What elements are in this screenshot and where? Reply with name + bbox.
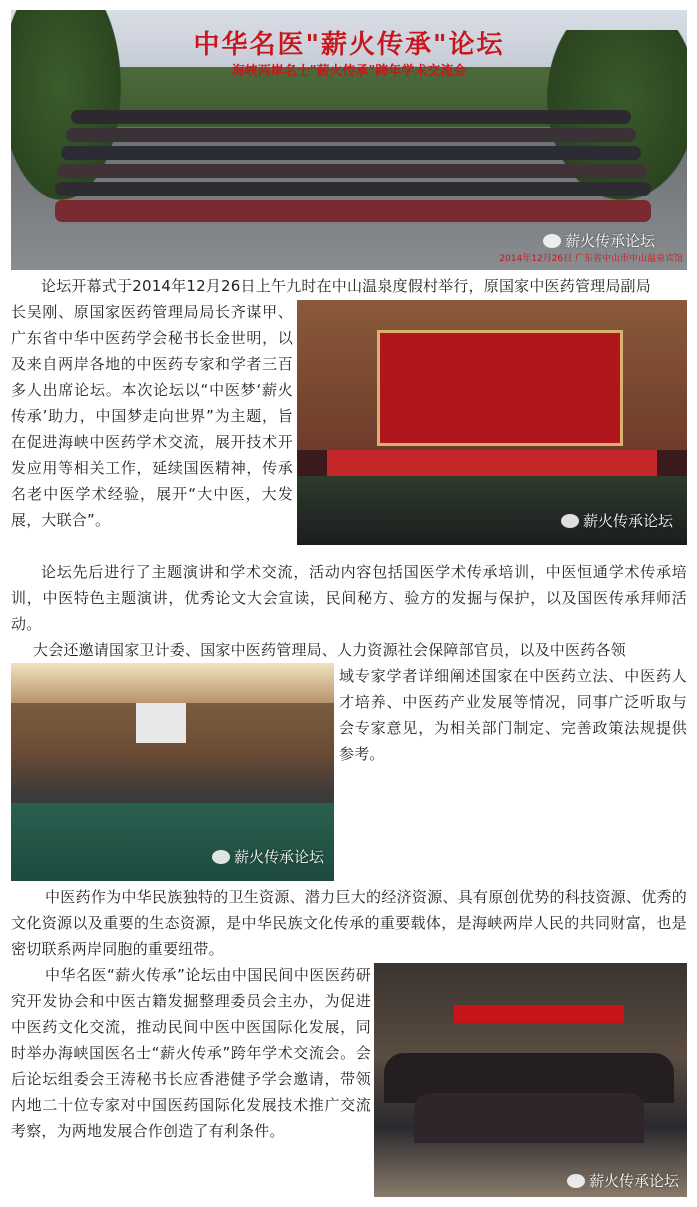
paragraph-activities: 论坛先后进行了主题演讲和学术交流，活动内容包括国医学术传承培训，中医恒通学术传承培训，中医特色主题演讲，优秀论文大会宣读，民间秘方、验方的发掘与保护，以及国医传承拜师活动。 <box>11 563 687 633</box>
ceiling-lights <box>11 663 334 703</box>
watermark: 薪火传承论坛 <box>212 846 324 867</box>
crowd-row <box>66 128 636 142</box>
wechat-icon <box>561 514 579 528</box>
group-photo <box>11 10 687 270</box>
delegation-photo <box>374 963 687 1197</box>
paragraph-invitation: 大会还邀请国家卫计委、国家中医药管理局、人力资源社会保障部官员，以及中医药各领 <box>33 641 626 659</box>
crowd-row <box>55 182 651 196</box>
date-caption: 2014年12月26日 广东省中山市中山温泉宾馆 <box>499 254 683 264</box>
tables <box>11 803 334 881</box>
hall-screen <box>136 703 186 743</box>
paragraph-opening: 论坛开幕式于2014年12月26日上午九时在中山温泉度假村举行，原国家中医药管理局副局 <box>41 277 651 295</box>
watermark: 薪火传承论坛 <box>543 230 655 251</box>
watermark: 薪火传承论坛 <box>561 510 673 531</box>
conference-stage-photo <box>297 300 687 545</box>
wechat-icon <box>567 1174 585 1188</box>
wechat-icon <box>212 850 230 864</box>
crowd-row <box>55 200 651 222</box>
banner-title: 中华名医"薪火传承"论坛 <box>193 30 505 60</box>
paragraph-invitation-wrap: 域专家学者详细阐述国家在中医药立法、中医药人才培养、中医药产业发展等情况，同事广泛听取与会专家意见，为相关部门制定、完善政策法规提供参考。 <box>339 667 687 763</box>
crowd-row <box>57 164 647 178</box>
people-front-row <box>414 1093 644 1143</box>
delegation-banner <box>454 1005 624 1023</box>
stage-table <box>327 450 657 476</box>
meeting-hall-photo <box>11 663 334 881</box>
crowd-row <box>71 110 631 124</box>
stage-screen <box>377 330 623 446</box>
paragraph-significance: 中医药作为中华民族独特的卫生资源、潜力巨大的经济资源、具有原创优势的科技资源、优秀的文化资源以及重要的生态资源，是中华民族文化传承的重要载体，是海峡两岸人民的共同财富，也是密切联系两岸同胞的重要纽带。 <box>11 888 687 958</box>
paragraph-opening-wrap: 长吴刚、原国家医药管理局局长齐谋甲、广东省中华中医药学会秘书长金世明，以及来自两岸各地的中医药专家和学者三百多人出席论坛。本次论坛以“中医梦‘薪火传承’助力，中国梦走向世界”为主题，旨在促进海峡中医药学术交流，展开技术开发应用等相关工作，延续国医精神，传承名老中医学术经验，展开“大中医，大发展，大联合”。 <box>11 303 293 529</box>
crowd-row <box>61 146 641 160</box>
paragraph-organizers: 中华名医“薪火传承”论坛由中国民间中医医药研究开发协会和中医古籍发掘整理委员会主办，为促进中医药文化交流，推动民间中医中医国际化发展，同时举办海峡国医名士“薪火传承”跨年学术交流会。会后论坛组委会王涛秘书长应香港健予学会邀请，带领内地二十位专家对中国医药国际化发展技术推广交流考察，为两地发展合作创造了有利条件。 <box>11 966 371 1140</box>
banner-subtitle: 海峡两岸名士"薪火传承"跨年学术交流会 <box>231 64 467 79</box>
wechat-icon <box>543 234 561 248</box>
watermark: 薪火传承论坛 <box>567 1170 679 1191</box>
